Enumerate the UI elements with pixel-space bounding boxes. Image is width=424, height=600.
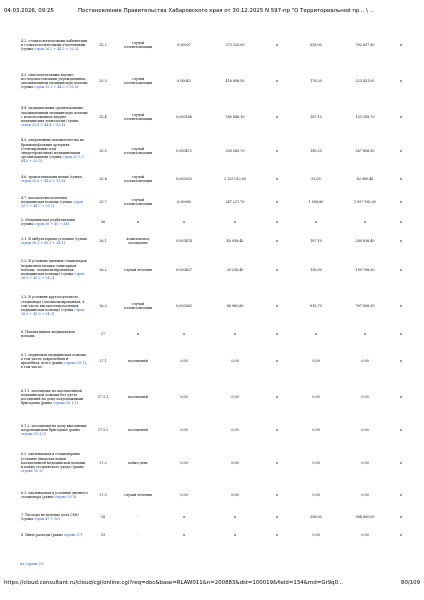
row-x-cell: x <box>400 267 402 272</box>
row-reference-link[interactable]: строк 36.3 + 45.3 + 54.3 <box>21 308 85 317</box>
table-row <box>20 62 411 100</box>
row-per-capita-cell: x <box>315 331 317 336</box>
trailing-link[interactable]: из строки 20: <box>20 562 45 566</box>
row-unit-cell: случай госпитализации <box>123 76 153 85</box>
row-unit-cell: койко-день <box>128 460 148 465</box>
row-sum-cell: 0,00 <box>361 427 369 432</box>
normatives-table <box>20 28 411 544</box>
row-per-capita-cell: 0,00 <box>312 394 320 399</box>
row-sum-cell: 782 637,30 <box>355 42 375 47</box>
row-unit-cell: x <box>137 219 139 224</box>
row-x-cell: x <box>400 199 402 204</box>
row-name-cell: 6.1.1. посещение по паллиативной медицинской помощи без учета посещений на дому патронажными бригадами (равно строке 55.1.1) <box>21 388 84 406</box>
row-code-cell: 27.2 <box>99 460 107 465</box>
row-norm-cell: 0,000437 <box>176 267 192 272</box>
row-x-cell: x <box>400 78 402 83</box>
row-x-cell: x <box>400 148 402 153</box>
row-code-cell: 26 <box>100 219 106 224</box>
row-sum-cell: 0,00 <box>361 532 369 537</box>
row-x-cell: x <box>276 267 278 272</box>
row-name-cell: 6.1. первичная медицинская помощь, в том числе доврачебная и врачебная, всего (равно строке 55.1), в том числе: <box>21 352 88 370</box>
row-norm-cell: 0,00 <box>180 427 188 432</box>
print-footer <box>4 580 420 590</box>
row-norm-cell: 0,000188 <box>176 114 192 119</box>
row-per-capita-cell: 0,00 <box>312 492 320 497</box>
row-x-cell: x <box>400 427 402 432</box>
table-row <box>20 288 411 324</box>
row-x-cell: x <box>276 358 278 363</box>
row-unit-cell: посещений <box>128 358 148 363</box>
row-x-cell: x <box>276 427 278 432</box>
row-x-cell: x <box>400 331 402 336</box>
row-reference-link[interactable]: строк 36.1 + 45.1 + 54.1 <box>21 241 64 245</box>
table-row <box>20 416 411 444</box>
row-x-cell: x <box>276 78 278 83</box>
row-cost-cell: 2 129 012,00 <box>223 176 247 181</box>
row-code-cell: 27 <box>100 331 106 336</box>
row-sum-cell: x <box>364 219 366 224</box>
row-x-cell: x <box>276 176 278 181</box>
table-row <box>20 324 411 344</box>
row-per-capita-cell: 178,20 <box>310 78 322 83</box>
row-x-cell: x <box>400 460 402 465</box>
row-sum-cell: 0,00 <box>361 460 369 465</box>
row-sum-cell: 384 800,00 <box>355 514 375 519</box>
row-x-cell: x <box>276 514 278 519</box>
row-code-cell: 26.1 <box>99 238 107 243</box>
row-sum-cell: 133 558,70 <box>355 114 375 119</box>
row-code-cell: 25.5 <box>99 148 107 153</box>
table-row <box>20 526 411 544</box>
row-reference-link[interactable]: строк 36.2 + 45.2 + 54.2 <box>21 272 85 281</box>
row-name-cell: 5.1. В амбулаторных условиях (сумма строк 36.1 + 45.1 + 54.1) <box>21 236 88 245</box>
row-code-cell: 26.3 <box>99 303 107 308</box>
row-norm-cell: x <box>183 219 185 224</box>
row-sum-cell: x <box>364 331 366 336</box>
row-sum-cell: 1 957 182,00 <box>353 199 377 204</box>
row-reference-link[interactable]: строк 35.7 + 44.7 + 53.7 <box>21 199 83 209</box>
row-name-cell: 5.3. В условиях круглосуточного стационара (специализированная, в том числе высокотехнологичная, медицинская помощь) (сумма строк 36.3 + 45.3 + 54.3) <box>21 295 85 317</box>
row-per-capita-cell: 0,00 <box>312 358 320 363</box>
row-x-cell: x <box>400 394 402 399</box>
row-code-cell: 25.2 <box>99 42 107 47</box>
row-norm-cell: 0,000025 <box>176 176 192 181</box>
row-unit-cell: случай госпитализации <box>123 301 153 310</box>
row-cost-cell: 330 083,70 <box>225 148 245 153</box>
row-reference-link[interactable]: строк 47 + 56 <box>34 517 59 521</box>
row-norm-cell: 0,00 <box>180 358 188 363</box>
row-cost-cell: x <box>234 514 236 519</box>
row-per-capita-cell: 615,70 <box>310 303 322 308</box>
row-per-capita-cell: 0,00 <box>312 532 320 537</box>
page-url: https://cloud.consultant.ru/cloud/cgi/online.cgi?req=doc&base=RLAW011&n=200883&dst=100019&field=134&rnd=Gr9q0... <box>4 580 344 586</box>
row-unit-cell: комплексное посещение <box>126 236 150 245</box>
row-x-cell: x <box>400 532 402 537</box>
row-x-cell: x <box>276 532 278 537</box>
row-per-capita-cell: 0,00 <box>312 460 320 465</box>
row-per-capita-cell: x <box>315 219 317 224</box>
row-code-cell: 25.6 <box>99 176 107 181</box>
document-title: Постановление Правительства Хабаровского края от 30.12.2025 N 597-пр "О Территориальной пр... \ ... <box>78 8 375 14</box>
row-code-cell: 27.1.1 <box>97 394 109 399</box>
row-unit-cell: случай госпитализации <box>123 112 153 121</box>
row-reference-link[interactable]: строке 55.2 <box>21 469 42 474</box>
row-norm-cell: x <box>183 331 185 336</box>
row-name-cell: 4.2. стоматологическими кабинетами и стоматологическими отделениями (сумма строк 26.2 + 44.2 + 53.2) <box>21 38 88 52</box>
table-row <box>20 444 411 482</box>
table-row <box>20 168 411 190</box>
row-norm-cell: 0,00 <box>180 492 188 497</box>
row-norm-cell: 0,000472 <box>176 148 192 153</box>
row-reference-link[interactable]: строке 55.1.1 <box>53 401 77 406</box>
row-cost-cell: 416 856,50 <box>225 78 245 83</box>
row-unit-cell: случай госпитализации <box>123 146 153 155</box>
row-name-cell: 4.6. трансплантация почки (сумма строк 35.6 + 44.6 + 53.6) <box>21 174 82 183</box>
row-code-cell: 26.2 <box>99 267 107 272</box>
row-norm-cell: x <box>183 532 185 537</box>
row-norm-cell: 0,003474 <box>176 238 192 243</box>
row-x-cell: x <box>276 199 278 204</box>
row-name-cell: 6.2. оказываемая в стационарных условиях (включая койки паллиативной медицинской помощи и койки сестринского ухода) (равно строке 55.2) <box>21 452 86 474</box>
row-reference-link[interactable]: строк 35.4 + 44.4 + 53.4 <box>21 123 64 128</box>
row-cost-cell: 0,00 <box>231 427 239 432</box>
row-code-cell: 28 <box>100 514 106 519</box>
row-x-cell: x <box>276 394 278 399</box>
row-sum-cell: 280 836,40 <box>355 238 375 243</box>
row-cost-cell: x <box>234 331 236 336</box>
page-counter: 80/109 <box>401 580 420 586</box>
row-cost-cell: 0,00 <box>231 358 239 363</box>
table-row <box>20 100 411 134</box>
row-code-cell: 27.3 <box>99 492 107 497</box>
row-per-capita-cell: 635,00 <box>310 42 322 47</box>
row-x-cell: x <box>276 492 278 497</box>
row-cost-cell: 0,00 <box>231 394 239 399</box>
row-per-capita-cell: 52,00 <box>311 176 321 181</box>
row-reference-link[interactable]: строк 35.3 + 44.3 + 53.3 <box>34 85 77 90</box>
row-reference-link[interactable]: строк 26.2 + 44.2 + 53.2 <box>34 47 77 52</box>
row-per-capita-cell: 0,00 <box>312 427 320 432</box>
table-row <box>20 508 411 526</box>
row-per-capita-cell: 187,10 <box>310 238 322 243</box>
row-x-cell: x <box>400 114 402 119</box>
row-unit-cell: x <box>137 331 139 336</box>
row-sum-cell: 0,00 <box>361 394 369 399</box>
row-name-cell: 4.4. медицинскими организациями, оказывающими медицинскую помощь с использованием ядерно-медицинских технологий (сумма строк 35.4 + 44.4 + 53.4) <box>21 106 88 128</box>
row-reference-link[interactable]: строк 36 + 45 + 54 <box>34 222 68 226</box>
row-sum-cell: 83 980,40 <box>356 176 374 181</box>
row-reference-link[interactable]: строке 55.1.2 <box>21 432 45 437</box>
row-cost-cell: 30 238,40 <box>226 267 244 272</box>
row-name-cell: 6. Паллиативная медицинская помощь <box>21 329 75 338</box>
row-x-cell: x <box>400 358 402 363</box>
row-code-cell: 25.3 <box>99 78 107 83</box>
table-row <box>20 230 411 252</box>
row-name-cell: 4.3. онкологическими научно-исследовательскими учреждениями, оказывающими медицинскую помощь (сумма строк 35.3 + 44.3 + 53.3) <box>21 72 88 90</box>
row-sum-cell: 767 656,30 <box>355 303 375 308</box>
row-x-cell: x <box>276 42 278 47</box>
row-unit-cell: - <box>137 514 139 519</box>
row-x-cell: x <box>276 303 278 308</box>
row-cost-cell: x <box>234 532 236 537</box>
row-name-cell: 8. Иные расходы (равно строке 57) <box>21 532 83 537</box>
row-unit-cell: случай госпитализации <box>123 174 153 183</box>
row-unit-cell: случай лечения <box>124 267 152 272</box>
row-x-cell: x <box>276 238 278 243</box>
row-x-cell: x <box>276 219 278 224</box>
row-x-cell: x <box>400 42 402 47</box>
row-x-cell: x <box>400 176 402 181</box>
row-name-cell: 6.1.2. посещения на дому выездными патронажными бригадами (равно строке 55.1.2) <box>21 423 87 437</box>
row-cost-cell: x <box>234 219 236 224</box>
row-unit-cell: посещений <box>128 427 148 432</box>
row-name-cell: 7. Расходы на ведение дела СМО (сумма строк 47 + 56) <box>21 512 79 521</box>
row-per-capita-cell: 185,20 <box>310 148 322 153</box>
row-reference-link[interactable]: строке 55.1 <box>64 361 85 365</box>
row-x-cell: x <box>276 331 278 336</box>
table-row <box>20 190 411 214</box>
row-norm-cell: 0,00065 <box>177 199 191 204</box>
row-norm-cell: 0,00 <box>180 460 188 465</box>
row-x-cell: x <box>400 492 402 497</box>
print-header <box>4 8 420 18</box>
row-name-cell: 5. Медицинская реабилитация (сумма строк 36 + 45 + 54) <box>21 217 75 226</box>
row-reference-link[interactable]: строке 55.3 <box>54 495 75 499</box>
row-code-cell: 25.7 <box>99 199 107 204</box>
row-unit-cell: - <box>137 532 139 537</box>
table-row <box>20 134 411 168</box>
row-per-capita-cell: 150,00 <box>310 267 322 272</box>
table-row <box>20 214 411 230</box>
row-cost-cell: 765 846,10 <box>225 114 245 119</box>
row-name-cell: 6.3. оказываемая в условиях дневного стационара (равно строке 55.3) <box>21 490 88 499</box>
row-x-cell: x <box>400 238 402 243</box>
row-code-cell: 27.1 <box>99 358 107 363</box>
row-sum-cell: 190 798,30 <box>355 267 375 272</box>
row-norm-cell: 0,00043 <box>177 78 191 83</box>
row-sum-cell: 0,00 <box>361 492 369 497</box>
table-body <box>20 28 411 544</box>
row-reference-link[interactable]: строке 57 <box>63 532 81 537</box>
row-unit-cell: случай госпитализации <box>123 197 153 206</box>
row-unit-cell: посещений <box>128 394 148 399</box>
row-name-cell: 5.2. В условиях дневных стационаров (первичная медико-санитарная помощь, специализированная медицинская помощь) (сумма строк 36.2 + 45.2 + 54.2) <box>21 259 87 281</box>
row-cost-cell: 273 220,00 <box>225 42 245 47</box>
row-norm-cell: 0,00027 <box>177 42 191 47</box>
table-row <box>20 344 411 378</box>
print-date: 04.03.2026, 09:25 <box>4 8 54 14</box>
row-cost-cell: 0,00 <box>231 492 239 497</box>
row-cost-cell: 247 227,70 <box>225 199 245 204</box>
row-cost-cell: 86 962,60 <box>226 303 244 308</box>
row-name-cell: 4.7. высокотехнологичная медицинская помощь (сумма строк 35.7 + 44.7 + 53.7) <box>21 195 83 209</box>
row-norm-cell: 0,00 <box>180 394 188 399</box>
row-sum-cell: 267 856,30 <box>355 148 375 153</box>
table-row <box>20 28 411 62</box>
row-name-cell: 4.5. оперативные вмешательства на брахиоцефальных артериях (стентирование или эндартерэктомия) медицинскими организациями (сумма строк 35.5 + 44.5 + 53.5) <box>21 138 85 164</box>
row-reference-link[interactable]: строк 35.5 + 44.5 + 53.5 <box>21 155 85 164</box>
row-x-cell: x <box>276 460 278 465</box>
row-per-capita-cell: 187,10 <box>310 114 322 119</box>
row-x-cell: x <box>276 114 278 119</box>
row-unit-cell: случай госпитализации <box>123 40 153 49</box>
row-reference-link[interactable]: строк 35.6 + 44.6 + 53.6 <box>21 179 64 183</box>
row-x-cell: x <box>400 303 402 308</box>
row-code-cell: 25.4 <box>99 114 107 119</box>
row-sum-cell: 223 431,00 <box>355 78 375 83</box>
table-row <box>20 252 411 288</box>
row-x-cell: x <box>400 514 402 519</box>
row-cost-cell: 0,00 <box>231 460 239 465</box>
row-code-cell: 29 <box>100 532 106 537</box>
row-unit-cell: случай лечения <box>124 492 152 497</box>
row-x-cell: x <box>400 219 402 224</box>
table-row <box>20 482 411 508</box>
row-cost-cell: 45 938,40 <box>226 238 244 243</box>
row-code-cell: 27.1.2 <box>97 427 109 432</box>
row-x-cell: x <box>276 148 278 153</box>
table-row <box>20 378 411 416</box>
row-norm-cell: x <box>183 514 185 519</box>
row-per-capita-cell: 1 508,80 <box>308 199 324 204</box>
row-sum-cell: 0,00 <box>361 358 369 363</box>
row-per-capita-cell: 308,00 <box>310 514 322 519</box>
row-norm-cell: 0,000563 <box>176 303 192 308</box>
